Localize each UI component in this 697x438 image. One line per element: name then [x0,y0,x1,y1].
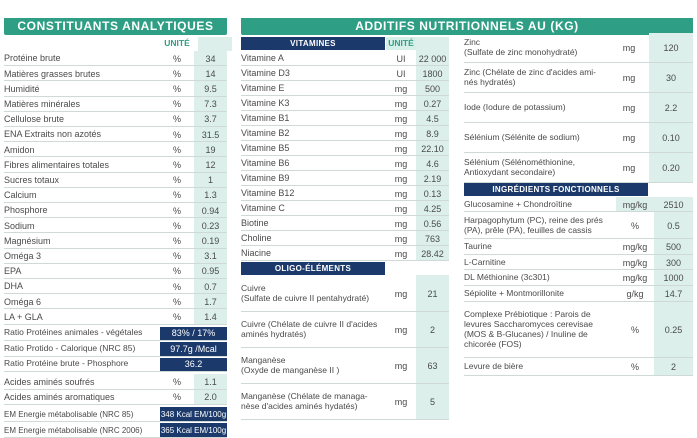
table-row [241,246,449,261]
vitamins-table [241,51,449,261]
row-label: Cuivre (Sulfate de cuivre II pentahydraté) [241,282,370,303]
table-row [4,326,227,342]
row-label: Zinc (Sulfate de zinc monohydraté) [464,37,578,57]
row-divider [4,371,227,372]
row-label: Matières minérales [4,99,81,110]
unit-header-tint [4,37,227,51]
row-value: 0.56 [416,216,449,231]
row-label: Sélénium (Sélénométhionine, Antioxydant secondaire) [464,157,576,177]
row-value: 500 [416,81,449,96]
row-value: 0.25 [654,302,693,358]
table-row [4,341,227,357]
row-value: 2510 [654,197,693,212]
row-value: 22.10 [416,141,449,156]
table-row [4,374,227,390]
table-row [4,173,227,188]
row-unit: UI [396,68,406,79]
table-row [241,81,449,96]
ratio-value-badge: 36.2 [160,358,227,372]
table-row [241,312,449,348]
table-row [241,186,449,201]
ratio-value-badge: 348 Kcal EM/100g [160,407,227,421]
row-divider [241,260,449,261]
row-label: Vitamine K3 [241,98,290,109]
table-row [4,390,227,406]
table-row [4,422,227,438]
row-label: Humidité [4,83,40,94]
row-unit: % [630,325,639,335]
row-label: Taurine [464,241,492,252]
ratio-value-badge: 97.7g /Mcal [160,342,227,356]
table-row [241,156,449,171]
row-label: Iode (Iodure de potassium) [464,102,566,113]
row-unit: mg [394,203,408,214]
row-unit: mg [394,248,408,259]
row-label: Magnésium [4,235,51,246]
row-unit: g/kg [626,289,644,299]
row-unit: % [172,99,181,110]
row-unit: mg [622,43,636,53]
row-unit: mg [394,83,408,94]
row-unit: mg [394,143,408,154]
row-value: 300 [654,255,693,270]
table-row [464,212,693,239]
row-divider [4,324,227,325]
row-value: 763 [416,231,449,246]
table-row [4,294,227,309]
table-row [4,233,227,248]
ratio-value-badge: 83% / 17% [160,327,227,341]
table-row [4,188,227,203]
table-row [464,153,693,183]
row-value: 1.7 [194,294,227,309]
vitamins-unit-header: UNITÉ [386,37,416,50]
table-row [4,157,227,172]
row-label: Choline [241,233,272,244]
functional-ingredients-header: INGRÉDIENTS FONCTIONNELS [464,183,648,196]
unit-column-header: UNITÉ [164,38,190,48]
table-row [464,63,693,93]
row-value: 63 [416,348,449,384]
table-row [4,51,227,66]
row-unit: % [172,266,181,277]
trace-elements-header: OLIGO-ÉLÉMENTS [241,262,385,275]
table-row [464,93,693,123]
row-value: 1 [194,173,227,188]
row-value: 2 [654,358,693,376]
row-divider [4,404,227,405]
row-unit: mg [394,325,408,335]
row-unit: mg [394,98,408,109]
row-label: Vitamine B12 [241,188,295,199]
row-label: Vitamine B5 [241,143,290,154]
row-label: Levure de bière [464,361,524,372]
row-label: Ratio Protido - Calorique (NRC 85) [4,342,136,353]
row-label: Glucosamine + Chondroïtine [464,198,572,209]
row-unit: % [172,205,181,216]
row-label: Niacine [241,248,272,259]
table-row [4,203,227,218]
row-unit: % [172,175,181,186]
row-unit: mg [622,163,636,173]
table-row [4,97,227,112]
row-label: Vitamine A [241,53,284,64]
row-unit: % [630,220,639,231]
row-unit: mg [622,133,636,143]
row-unit: % [172,129,181,140]
row-unit: mg [622,73,636,83]
table-row [241,51,449,66]
table-row [4,142,227,157]
table-row [241,275,449,312]
row-value: 21 [416,275,449,312]
table-row [4,357,227,373]
row-label: Protéine brute [4,53,61,64]
table-row [4,66,227,81]
table-row [4,249,227,264]
row-value: 14.7 [654,286,693,302]
table-row [464,33,693,63]
row-label: Calcium [4,190,37,201]
table-row [241,384,449,420]
row-value: 19 [194,142,227,157]
row-label: Sucres totaux [4,175,60,186]
row-label: DHA [4,281,24,292]
row-value: 0.23 [194,218,227,233]
row-label: Oméga 3 [4,251,42,262]
row-value: 500 [654,239,693,255]
row-value: 31.5 [194,127,227,142]
row-unit: mg [394,233,408,244]
row-unit: % [630,362,639,372]
row-label: Ratio Protéines animales - végétales [4,327,143,338]
row-label: Vitamine C [241,203,285,214]
row-label: Cellulose brute [4,114,65,125]
row-value: 0.20 [649,153,693,183]
table-row [464,255,693,270]
row-unit: % [172,281,181,292]
row-label: Vitamine B6 [241,158,290,169]
row-label: Acides aminés aromatiques [4,392,115,403]
table-row [464,197,693,212]
row-value: 3.1 [194,249,227,264]
row-label: Cuivre (Chélate de cuivre II d'acides aminés hydratés) [241,319,378,339]
row-value: 1.1 [194,374,227,390]
row-value: 8.9 [416,126,449,141]
row-value: 0.7 [194,279,227,294]
row-label: Vitamine E [241,83,285,94]
row-unit: mg [394,173,408,184]
row-unit: % [172,159,181,170]
row-unit: % [172,220,181,231]
analytical-constituents-table [4,51,227,435]
row-label: Harpagophytum (PC), reine des prés (PA), prêle (PA), feuilles de cassis [464,214,603,235]
row-label: DL Méthionine (3c301) [464,272,550,283]
row-unit: % [172,235,181,246]
row-value: 1.4 [194,309,227,324]
row-unit: % [172,114,181,125]
row-unit: UI [396,53,406,64]
row-label: EPA [4,266,22,277]
table-row [4,218,227,233]
table-row [4,127,227,142]
table-row [464,123,693,153]
table-row [241,111,449,126]
row-label: Vitamine B2 [241,128,290,139]
vitamins-value-header-tint [416,37,449,51]
row-value: 4.25 [416,201,449,216]
table-row [4,112,227,127]
row-unit: mg [394,158,408,169]
row-unit: % [172,296,181,307]
row-value: 0.94 [194,203,227,218]
table-row [4,406,227,422]
table-row [241,231,449,246]
row-value: 3.7 [194,112,227,127]
row-label: Sélénium (Sélénite de sodium) [464,132,580,143]
row-label: Phosphore [4,205,48,216]
table-row [241,96,449,111]
row-label: Zinc (Chélate de zinc d'acides ami- nés hydratés) [464,67,597,87]
row-value: 0.13 [416,186,449,201]
row-value: 0.10 [649,123,693,153]
row-value: 0.5 [654,212,693,239]
row-unit: % [172,53,181,64]
row-label: LA + GLA [4,311,43,322]
table-row [4,279,227,294]
row-value: 14 [194,66,227,81]
row-label: Biotine [241,218,269,229]
row-unit: % [172,251,181,262]
vitamins-header: VITAMINES [241,37,385,50]
nutritional-additives-header: ADDITIFS NUTRITIONNELS AU (KG) [241,18,693,35]
analytical-constituents-header: CONSTITUANTS ANALYTIQUES [4,18,227,35]
row-value: 12 [194,157,227,172]
row-value: 28.42 [416,246,449,261]
table-row [4,81,227,96]
row-value: 22 000 [416,51,449,66]
minerals-table [464,33,693,183]
row-label: Sodium [4,220,35,231]
table-row [4,264,227,279]
row-value: 1.3 [194,188,227,203]
row-label: Ratio Protéine brute - Phosphore [4,358,129,369]
row-value: 120 [649,33,693,63]
row-unit: % [172,392,181,403]
row-unit: % [172,68,181,79]
row-unit: mg/kg [616,197,654,212]
ratio-value-badge: 365 Kcal EM/100g [160,423,227,437]
table-row [241,126,449,141]
row-label: Oméga 6 [4,296,42,307]
row-label: Acides aminés soufrés [4,376,95,387]
row-value: 0.95 [194,264,227,279]
table-row [464,302,693,358]
row-label: Sépiolite + Montmorillonite [464,288,564,299]
row-unit: mg/kg [622,257,648,268]
row-divider [464,375,693,376]
row-unit: mg [394,361,408,371]
row-value: 34 [194,51,227,66]
table-row [4,309,227,324]
row-label: ENA Extraits non azotés [4,129,102,140]
row-unit: mg [394,397,408,407]
row-label: Vitamine B1 [241,113,290,124]
row-unit: % [172,190,181,201]
row-value: 1000 [654,270,693,286]
row-value: 2.0 [194,390,227,406]
row-label: Manganèse (Chélate de managa- nèse d'acides aminés hydatés) [241,391,368,411]
table-row [241,141,449,156]
row-value: 2.2 [649,93,693,123]
row-value: 7.3 [194,97,227,112]
row-unit: mg [394,218,408,229]
table-row [241,216,449,231]
row-label: Matières grasses brutes [4,68,101,79]
trace-elements-table [241,275,449,425]
row-unit: % [172,144,181,155]
row-unit: mg [394,113,408,124]
row-unit: % [172,376,181,387]
functional-ingredients-table [464,197,693,429]
row-label: L-Carnitine [464,256,506,267]
row-value: 2 [416,312,449,348]
row-label: EM Energie métabolisable (NRC 2006) [4,425,143,435]
row-divider [241,419,449,420]
row-unit: mg/kg [622,273,648,283]
table-row [464,270,693,286]
row-value: 30 [649,63,693,93]
row-unit: mg [394,288,408,299]
row-value: 0.27 [416,96,449,111]
row-label: Vitamine D3 [241,68,290,79]
row-value: 4.5 [416,111,449,126]
row-value: 0.19 [194,233,227,248]
table-row [464,239,693,255]
row-label: Manganèse (Oxyde de manganèse II ) [241,355,340,375]
row-label: Fibres alimentaires totales [4,159,110,170]
table-row [464,286,693,302]
row-label: Amidon [4,144,35,155]
row-unit: mg [394,188,408,199]
row-unit: % [172,83,181,94]
row-unit: mg/kg [622,242,648,252]
table-row [464,358,693,376]
row-value: 4.6 [416,156,449,171]
row-value: 1800 [416,66,449,81]
row-value: 9.5 [194,81,227,96]
table-row [241,66,449,81]
table-row [241,201,449,216]
row-label: EM Energie métabolisable (NRC 85) [4,409,134,419]
row-label: Vitamine B9 [241,173,290,184]
row-unit: mg [622,103,636,113]
row-value: 2.19 [416,171,449,186]
row-value: 5 [416,384,449,420]
row-label: Complexe Prébiotique : Parois de levures Saccharomyces cerevisae (MOS & B-Glucanes) / Inuline de chicorée (FOS) [464,309,593,349]
table-row [241,348,449,384]
row-unit: % [172,311,181,322]
table-row [241,171,449,186]
row-unit: mg [394,128,408,139]
